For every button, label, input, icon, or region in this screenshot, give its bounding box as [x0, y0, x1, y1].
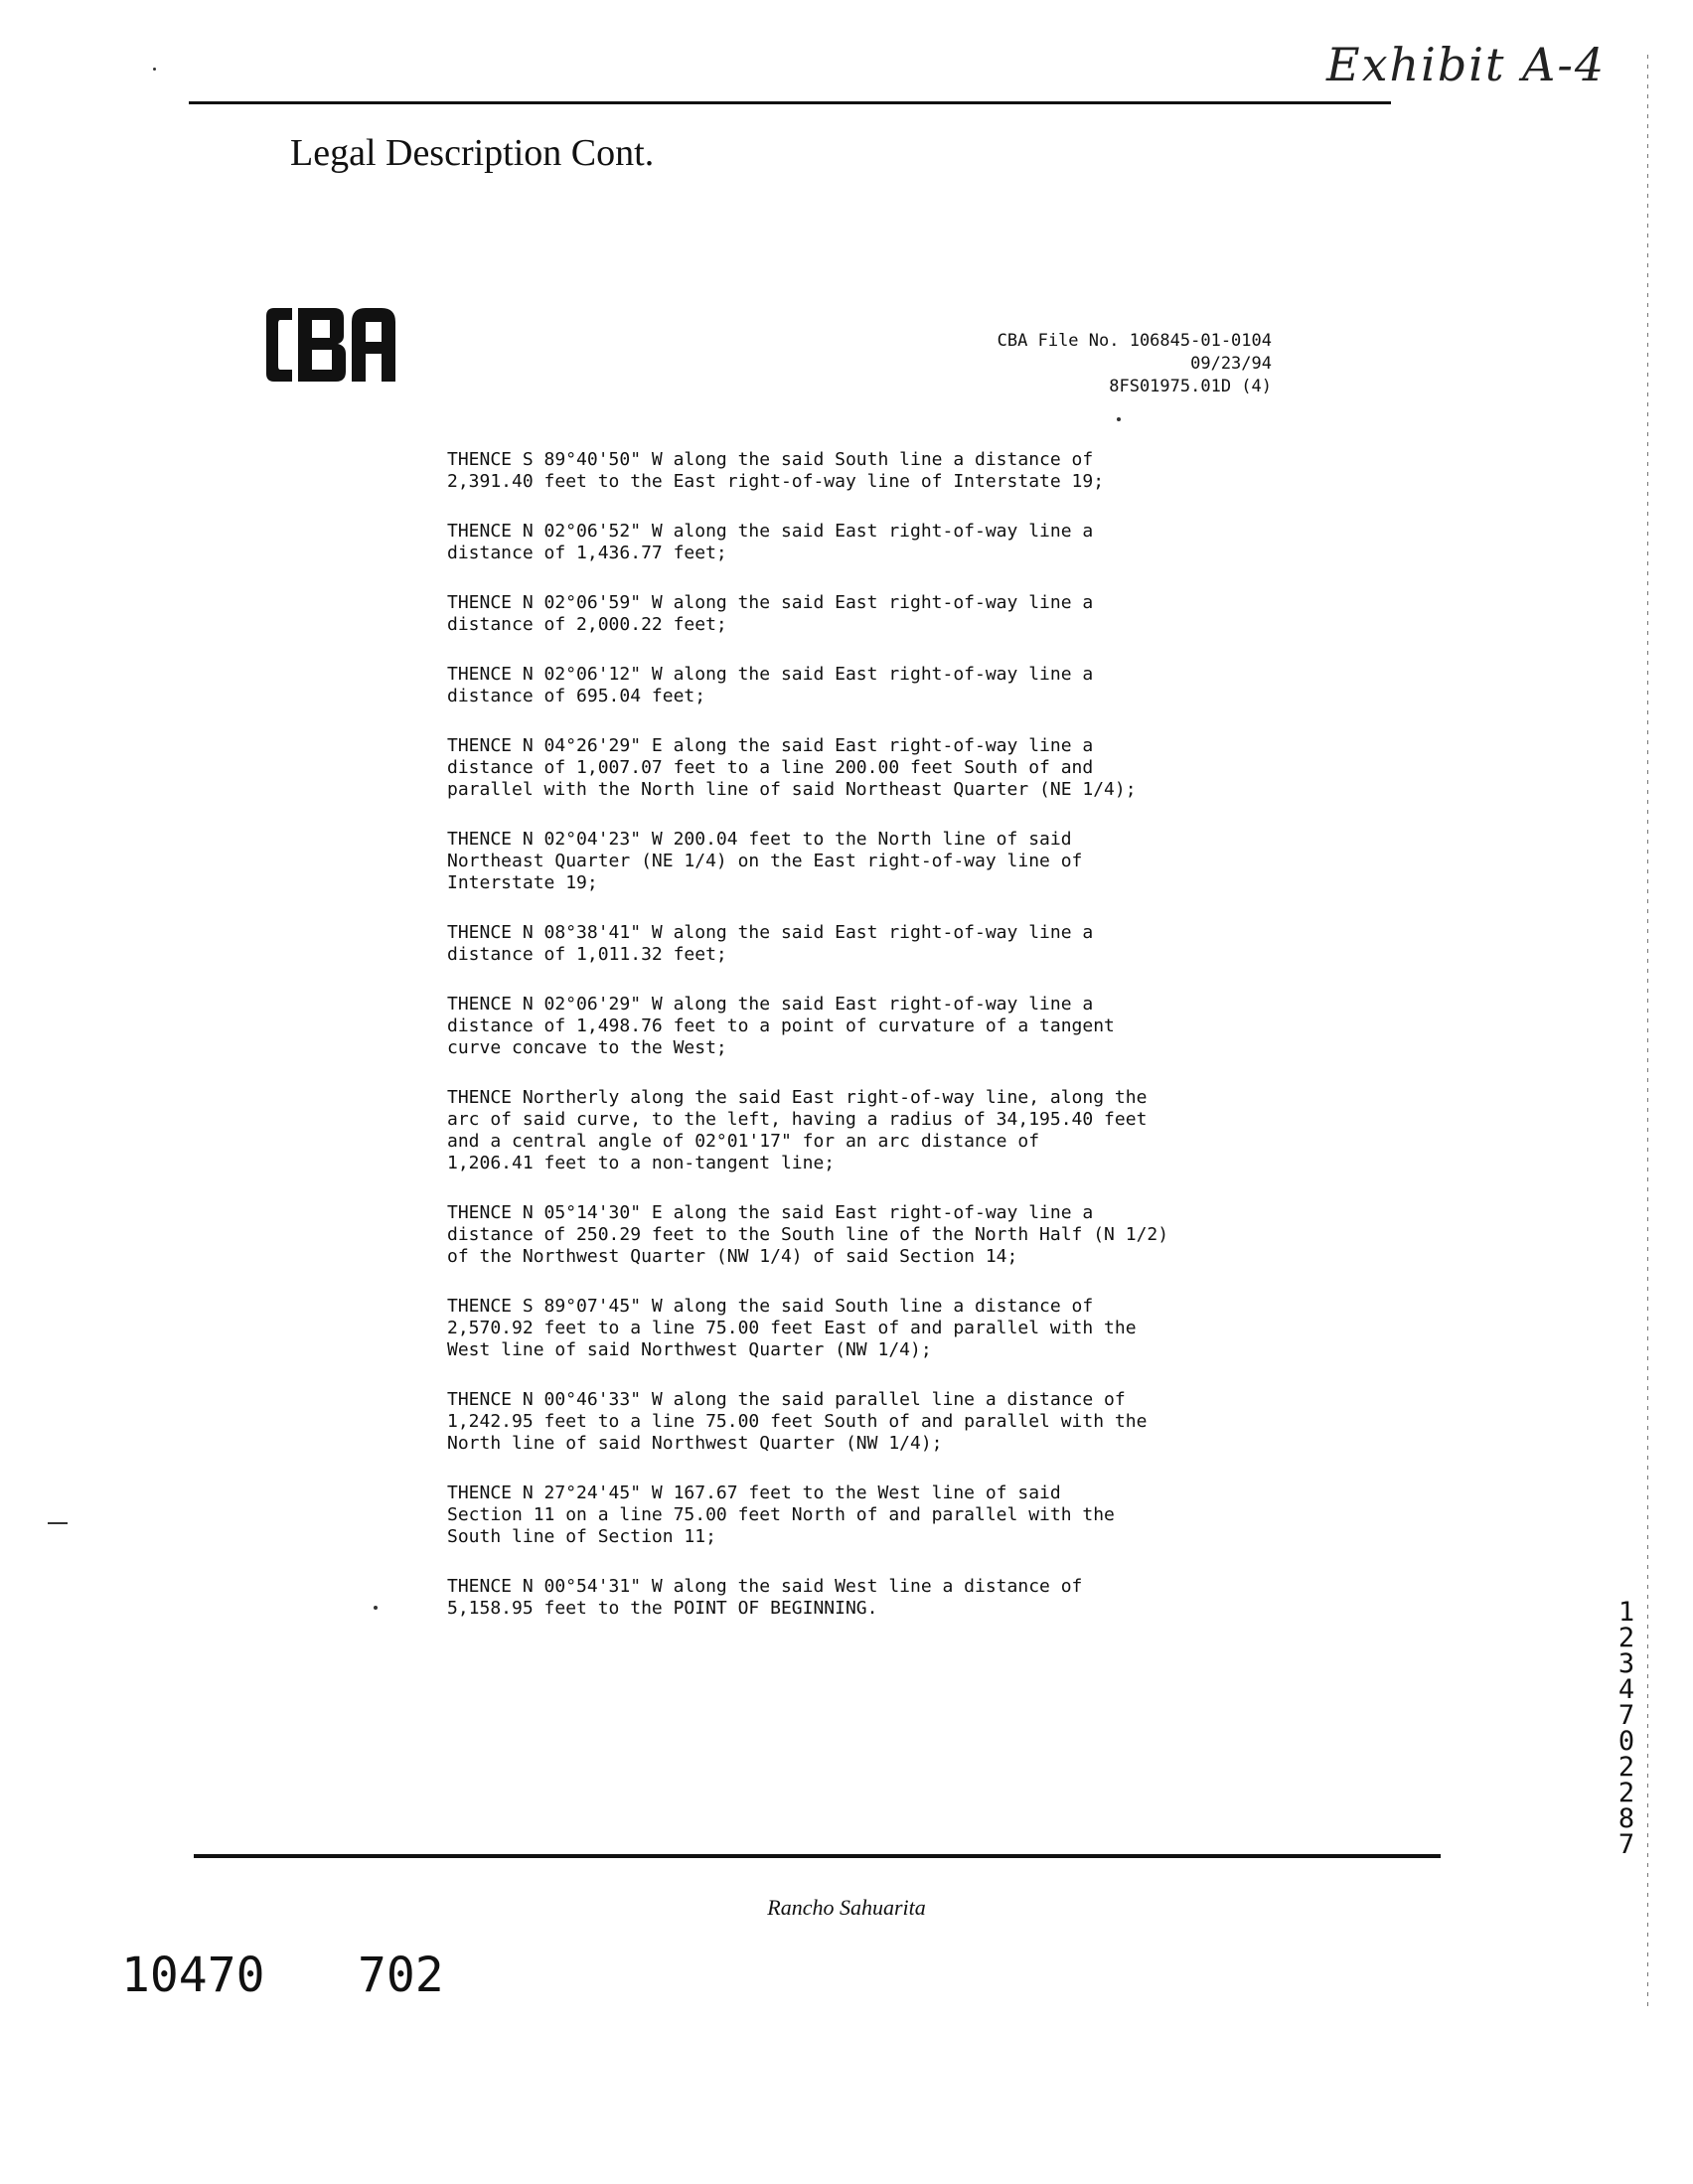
scan-mark: [1117, 417, 1121, 421]
footer-project-name: Rancho Sahuarita: [767, 1895, 926, 1920]
description-paragraph: THENCE N 00°46'33" W along the said parallel line a distance of 1,242.95 feet to a line 75.00 feet South of and parallel with the North line of said Northwest Quarter (NW 1/4);: [447, 1389, 1148, 1454]
description-paragraph: THENCE N 02°06'52" W along the said East right-of-way line a distance of 1,436.77 feet;: [447, 521, 1094, 563]
description-paragraph: THENCE N 27°24'45" W 167.67 feet to the West line of said Section 11 on a line 75.00 feet North of and parallel with the South line of Section 11;: [447, 1482, 1115, 1547]
scan-mark: [48, 1522, 68, 1524]
file-info-block: [874, 330, 1272, 398]
file-number: CBA File No. 106845-01-0104: [997, 331, 1272, 351]
description-paragraph: THENCE N 08°38'41" W along the said East right-of-way line a distance of 1,011.32 feet;: [447, 922, 1094, 965]
description-paragraph: THENCE N 02°06'12" W along the said East right-of-way line a distance of 695.04 feet;: [447, 664, 1094, 706]
description-paragraph: THENCE S 89°40'50" W along the said South line a distance of 2,391.40 feet to the East right-of-way line of Interstate 19;: [447, 449, 1105, 492]
scan-mark: [374, 1606, 378, 1610]
scan-mark: [153, 68, 156, 71]
description-paragraph: THENCE Northerly along the said East right-of-way line, along the arc of said curve, to the left, having a radius of 34,195.40 feet and a central angle of 02°01'17" for an arc distance of 1,206.41 feet to a non-tangent line;: [447, 1087, 1148, 1173]
top-rule: [189, 101, 1391, 104]
page-heading: Legal Description Cont.: [290, 132, 655, 174]
cba-logo: [256, 306, 405, 384]
description-paragraph: THENCE N 02°06'29" W along the said East right-of-way line a distance of 1,498.76 feet to a point of curvature of a tangent curve concave to the West;: [447, 994, 1115, 1058]
description-paragraph: THENCE N 04°26'29" E along the said East right-of-way line a distance of 1,007.07 feet to a line 200.00 feet South of and parallel with the North line of said Northeast Quarter (NE 1/4);: [447, 735, 1137, 800]
side-stamp-number: 12347 02287: [1617, 1597, 1635, 1860]
description-paragraph: THENCE N 05°14'30" E along the said East right-of-way line a distance of 250.29 feet to the South line of the North Half (N 1/2) of the Northwest Quarter (NW 1/4) of said Section 14;: [447, 1202, 1169, 1267]
right-edge-line: [1647, 55, 1648, 2012]
legal-description-body: [447, 449, 1272, 1647]
bottom-rule: [194, 1854, 1441, 1858]
description-paragraph: THENCE N 02°06'59" W along the said East right-of-way line a distance of 2,000.22 feet;: [447, 592, 1094, 635]
recording-number: 10470: [121, 1948, 265, 2003]
exhibit-label: Exhibit A-4: [1326, 38, 1607, 91]
description-paragraph: THENCE S 89°07'45" W along the said South line a distance of 2,570.92 feet to a line 75.00 feet East of and parallel with the West line of said Northwest Quarter (NW 1/4);: [447, 1296, 1137, 1360]
recording-page: 702: [358, 1948, 444, 2003]
document-code: 8FS01975.01D (4): [1109, 377, 1272, 396]
description-paragraph: THENCE N 02°04'23" W 200.04 feet to the North line of said Northeast Quarter (NE 1/4) on the East right-of-way line of Interstate 19;: [447, 829, 1083, 893]
file-date: 09/23/94: [1190, 354, 1272, 374]
description-paragraph: THENCE N 00°54'31" W along the said West line a distance of 5,158.95 feet to the POINT OF BEGINNING.: [447, 1576, 1083, 1619]
